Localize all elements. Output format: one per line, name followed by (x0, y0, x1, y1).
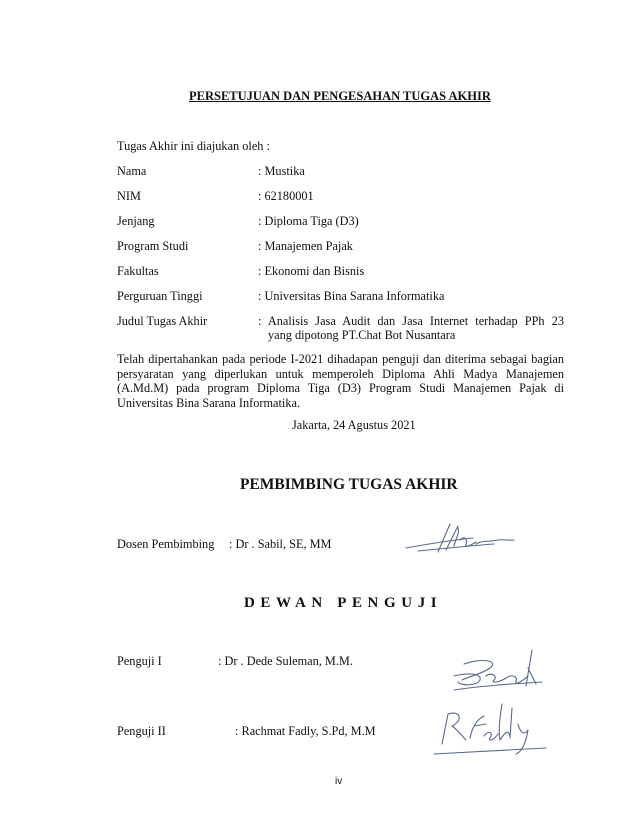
signature-penguji-1 (440, 646, 550, 692)
field-value-judul: : Analisis Jasa Audit dan Jasa Internet terhadap PPh 23 (258, 314, 564, 328)
field-value-fakultas: : Ekonomi dan Bisnis (258, 264, 365, 278)
field-label-program-studi: Program Studi (117, 239, 189, 253)
statement-paragraph: Telah dipertahankan pada periode I-2021 dihadapan penguji dan diterima sebagai bagian persyaratan yang diperlukan untuk memperoleh Diploma Ahli Madya Manajemen (A.Md.M) pada program Diploma Tiga (D3) Program Studi Manajemen Pajak di Universitas Bina Sarana Informatika. (117, 352, 564, 410)
dewan-penguji-heading: DEWAN PENGUJI (244, 595, 443, 611)
field-value-nama: : Mustika (258, 164, 305, 178)
penguji-2-label: Penguji II (117, 724, 166, 738)
field-value-perguruan-tinggi: : Universitas Bina Sarana Informatika (258, 289, 445, 303)
field-value-jenjang: : Diploma Tiga (D3) (258, 214, 359, 228)
field-label-perguruan-tinggi: Perguruan Tinggi (117, 289, 203, 303)
penguji-1-value: : Dr . Dede Suleman, M.M. (218, 654, 353, 668)
intro-text: Tugas Akhir ini diajukan oleh : (117, 139, 270, 153)
field-value-nim: : 62180001 (258, 189, 314, 203)
field-label-jenjang: Jenjang (117, 214, 155, 228)
field-value-judul-line2: yang dipotong PT.Chat Bot Nusantara (268, 328, 456, 342)
dosen-pembimbing-label: Dosen Pembimbing (117, 537, 215, 551)
signature-pembimbing (398, 518, 518, 558)
penguji-2-value: : Rachmat Fadly, S.Pd, M.M (235, 724, 376, 738)
pembimbing-heading: PEMBIMBING TUGAS AKHIR (240, 476, 458, 493)
field-label-nama: Nama (117, 164, 147, 178)
penguji-1-label: Penguji I (117, 654, 162, 668)
dosen-pembimbing-value: : Dr . Sabil, SE, MM (229, 537, 332, 551)
field-value-program-studi: : Manajemen Pajak (258, 239, 353, 253)
page-number: iv (335, 776, 343, 787)
field-label-fakultas: Fakultas (117, 264, 159, 278)
field-label-nim: NIM (117, 189, 141, 203)
signature-penguji-2 (428, 700, 552, 760)
place-date: Jakarta, 24 Agustus 2021 (292, 418, 416, 432)
document-title: PERSETUJUAN DAN PENGESAHAN TUGAS AKHIR (189, 89, 491, 103)
field-label-judul: Judul Tugas Akhir (117, 314, 208, 328)
